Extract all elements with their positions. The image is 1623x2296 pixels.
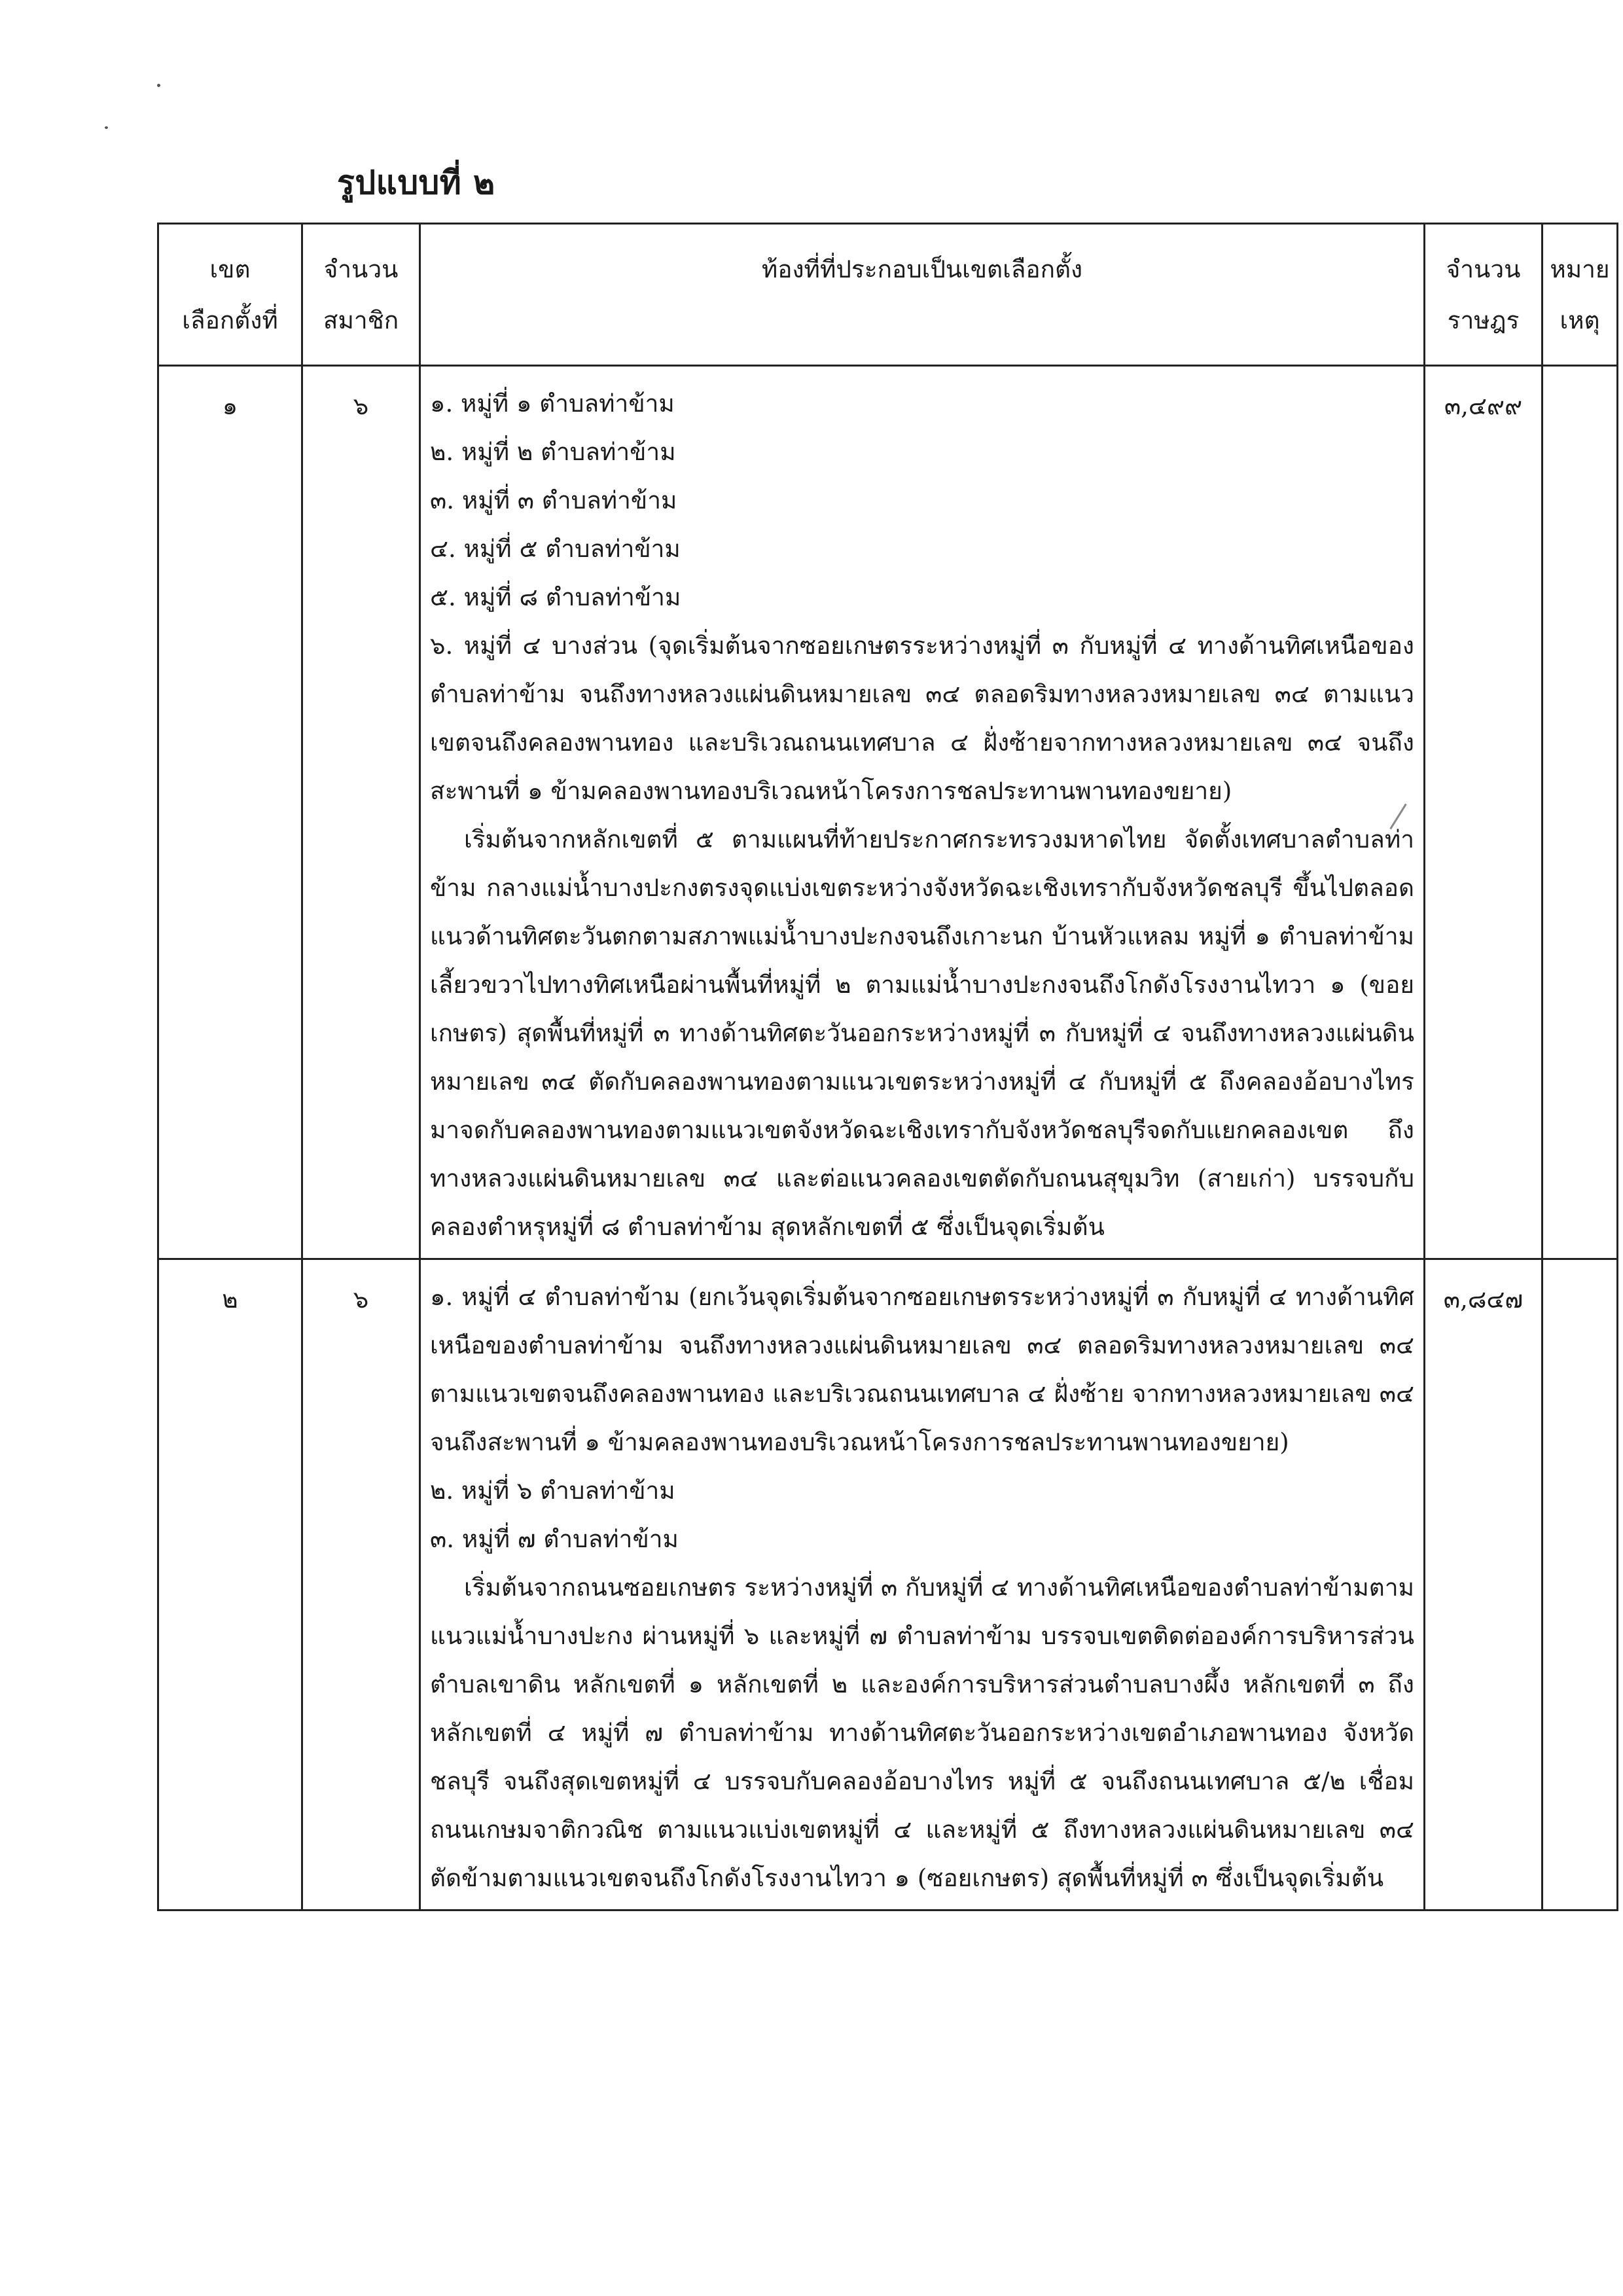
- district-number: ๑: [158, 366, 302, 1259]
- header-text: หมาย: [1550, 255, 1610, 283]
- header-text: ท้องที่ที่ประกอบเป็นเขตเลือกตั้ง: [761, 255, 1083, 283]
- area-item-long: ๑. หมู่ที่ ๔ ตำบลท่าข้าม (ยกเว้นจุดเริ่มต้นจากซอยเกษตรระหว่างหมู่ที่ ๓ กับหมู่ที่ ๔ ทางด้านทิศเหนือของตำบลท่าข้าม จนถึงทางหลวงแผ่นดินหมายเลข ๓๔ ตลอดริมทางหลวงหมายเลข ๓๔ ตามแนวเขตจนถึงคลองพานทอง และบริเวณถนนเทศบาล ๔ ฝั่งซ้าย จากทางหลวงหมายเลข ๓๔ จนถึงสะพานที่ ๑ ข้ามคลองพานทองบริเวณหน้าโครงการชลประทานพานทองขยาย): [430, 1283, 1414, 1456]
- area-item-long: ๖. หมู่ที่ ๔ บางส่วน (จุดเริ่มต้นจากซอยเกษตรระหว่างหมู่ที่ ๓ กับหมู่ที่ ๔ ทางด้านทิศเหนือของตำบลท่าข้าม จนถึงทางหลวงแผ่นดินหมายเลข ๓๔ ตลอดริมทางหลวงหมายเลข ๓๔ ตามแนวเขตจนถึงคลองพานทอง และบริเวณถนนเทศบาล ๔ ฝั่งซ้ายจากทางหลวงหมายเลข ๓๔ จนถึงสะพานที่ ๑ ข้ามคลองพานทองบริเวณหน้าโครงการชลประทานพานทองขยาย): [430, 632, 1414, 805]
- area-item: ๓. หมู่ที่ ๗ ตำบลท่าข้าม: [430, 1525, 679, 1553]
- electoral-district-table: [157, 223, 1618, 1911]
- remarks-cell: [1543, 366, 1618, 1259]
- table-header-row: [158, 224, 1618, 366]
- boundary-description: เริ่มต้นจากหลักเขตที่ ๕ ตามแผนที่ท้ายประกาศกระทรวงมหาดไทย จัดตั้งเทศบาลตำบลท่าข้าม กลางแม่น้ำบางปะกงตรงจุดแบ่งเขตระหว่างจังหวัดฉะเชิงเทรากับจังหวัดชลบุรี ขึ้นไปตลอดแนวด้านทิศตะวันตกตามสภาพแม่น้ำบางปะกงจนถึงเกาะนก บ้านหัวแหลม หมู่ที่ ๑ ตำบลท่าข้ามเลี้ยวขวาไปทางทิศเหนือผ่านพื้นที่หมู่ที่ ๒ ตามแม่น้ำบางปะกงจนถึงโกดังโรงงานไทวา ๑ (ขอยเกษตร) สุดพื้นที่หมู่ที่ ๓ ทางด้านทิศตะวันออกระหว่างหมู่ที่ ๓ กับหมู่ที่ ๔ จนถึงทางหลวงแผ่นดินหมายเลข ๓๔ ตัดกับคลองพานทองตามแนวเขตระหว่างหมู่ที่ ๔ กับหมู่ที่ ๕ ถึงคลองอ้อบางไทรมาจดกับคลองพานทองตามแนวเขตจังหวัดฉะเชิงเทรากับจังหวัดชลบุรีจดกับแยกคลองเขต ถึงทางหลวงแผ่นดินหมายเลข ๓๔ และต่อแนวคลองเขตตัดกับถนนสุขุมวิท (สายเก่า) บรรจบกับคลองตำหรุหมู่ที่ ๘ ตำบลท่าข้าม สุดหลักเขตที่ ๕ ซึ่งเป็นจุดเริ่มต้น: [430, 825, 1414, 1241]
- member-count: ๖: [302, 366, 420, 1259]
- page-title: รูปแบบที่ ๒: [337, 163, 495, 202]
- boundary-description: เริ่มต้นจากถนนซอยเกษตร ระหว่างหมู่ที่ ๓ กับหมู่ที่ ๔ ทางด้านทิศเหนือของตำบลท่าข้ามตามแนวแม่น้ำบางปะกง ผ่านหมู่ที่ ๖ และหมู่ที่ ๗ ตำบลท่าข้าม บรรจบเขตติดต่อองค์การบริหารส่วนตำบลเขาดิน หลักเขตที่ ๑ หลักเขตที่ ๒ และองค์การบริหารส่วนตำบลบางผึ้ง หลักเขตที่ ๓ ถึงหลักเขตที่ ๔ หมู่ที่ ๗ ตำบลท่าข้าม ทางด้านทิศตะวันออกระหว่างเขตอำเภอพานทอง จังหวัดชลบุรี จนถึงสุดเขตหมู่ที่ ๔ บรรจบกับคลองอ้อบางไทร หมู่ที่ ๕ จนถึงถนนเทศบาล ๕/๒ เชื่อมถนนเกษมจาติกวณิช ตามแนวแบ่งเขตหมู่ที่ ๔ และหมู่ที่ ๕ ถึงทางหลวงแผ่นดินหมายเลข ๓๔ ตัดข้ามตามแนวเขตจนถึงโกดังโรงงานไทวา ๑ (ซอยเกษตร) สุดพื้นที่หมู่ที่ ๓ ซึ่งเป็นจุดเริ่มต้น: [430, 1573, 1414, 1892]
- header-text: จำนวน: [323, 255, 399, 283]
- scan-speck: [105, 126, 108, 129]
- header-text: เลือกตั้งที่: [182, 306, 278, 334]
- header-area: [420, 224, 1425, 366]
- population-count: ๓,๔๙๙: [1425, 366, 1543, 1259]
- header-district-no: [158, 224, 302, 366]
- header-members: [302, 224, 420, 366]
- scan-speck: [157, 84, 160, 87]
- member-count: ๖: [302, 1259, 420, 1910]
- header-text: เหตุ: [1560, 306, 1600, 334]
- remarks-cell: [1543, 1259, 1618, 1910]
- area-item: ๔. หมู่ที่ ๕ ตำบลท่าข้าม: [430, 535, 681, 563]
- district-number: ๒: [158, 1259, 302, 1910]
- table-row: [158, 366, 1618, 1259]
- header-remarks: [1543, 224, 1618, 366]
- header-text: สมาชิก: [323, 306, 399, 334]
- header-text: จำนวน: [1446, 255, 1521, 283]
- district-area: [420, 1259, 1425, 1910]
- header-text: เขต: [209, 255, 251, 283]
- area-item: ๓. หมู่ที่ ๓ ตำบลท่าข้าม: [430, 486, 677, 514]
- header-population: [1425, 224, 1543, 366]
- area-item: ๕. หมู่ที่ ๘ ตำบลท่าข้าม: [430, 583, 681, 611]
- header-text: ราษฎร: [1447, 306, 1520, 334]
- area-item: ๒. หมู่ที่ ๒ ตำบลท่าข้าม: [430, 438, 676, 466]
- population-count: ๓,๘๔๗: [1425, 1259, 1543, 1910]
- table-row: [158, 1259, 1618, 1910]
- area-item: ๒. หมู่ที่ ๖ ตำบลท่าข้าม: [430, 1477, 675, 1505]
- district-area: [420, 366, 1425, 1259]
- area-item: ๑. หมู่ที่ ๑ ตำบลท่าข้าม: [430, 389, 675, 418]
